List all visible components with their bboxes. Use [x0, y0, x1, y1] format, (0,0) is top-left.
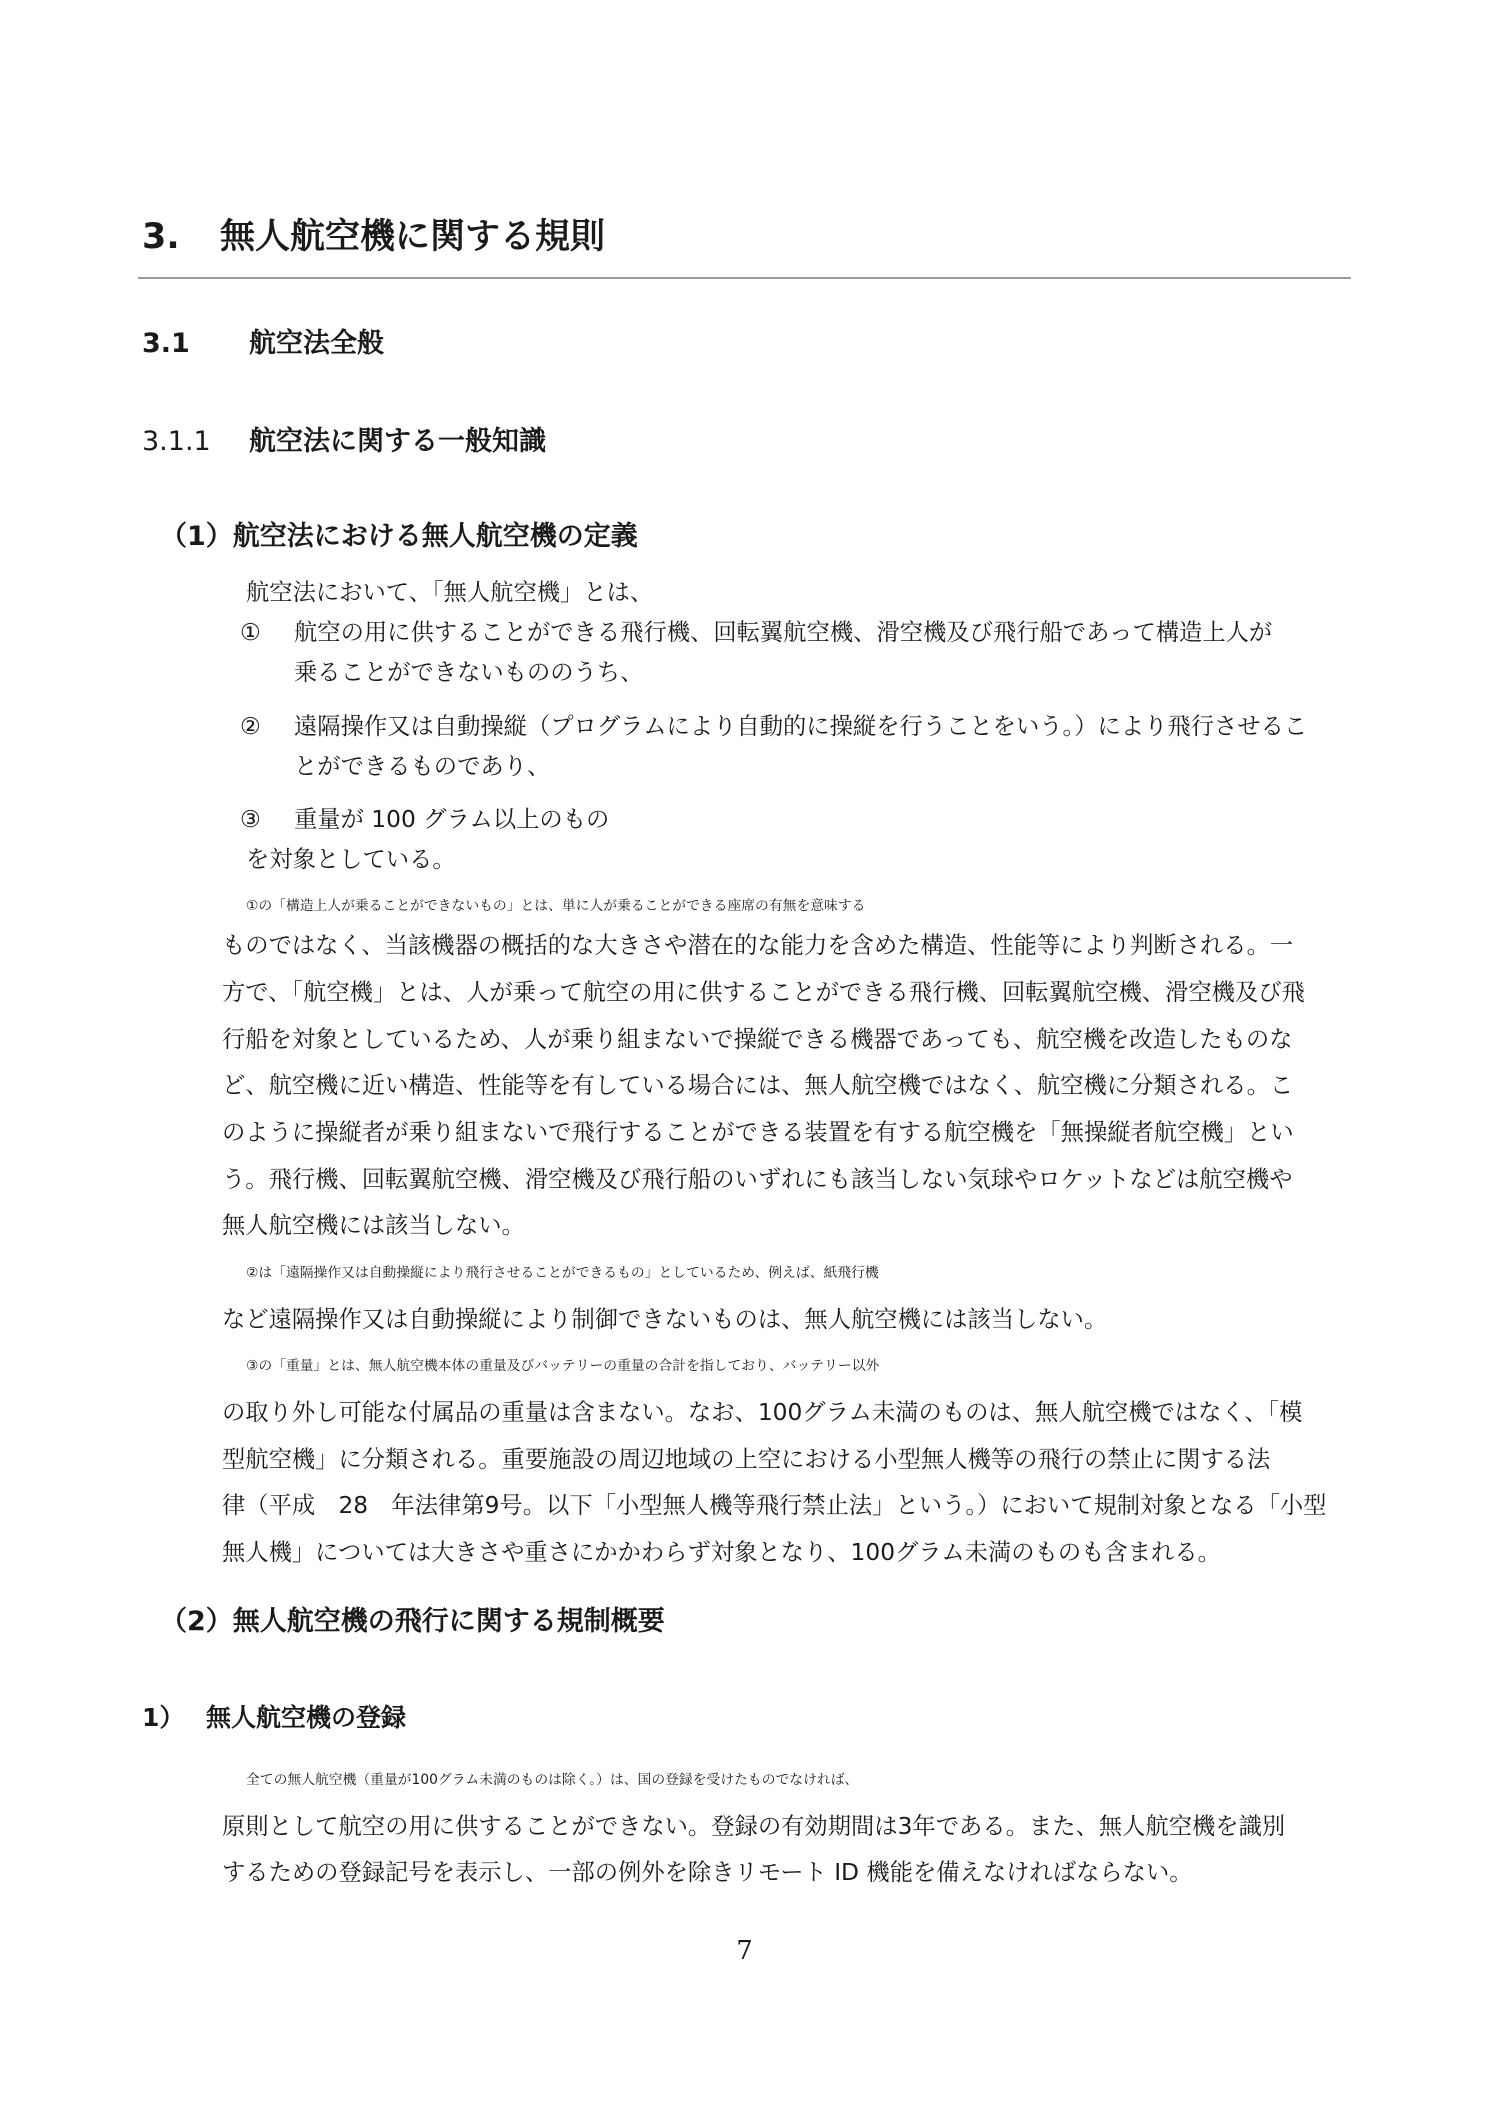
- para-2-line-1: ②は「遠隔操作又は自動操縦により飛行させることができるもの」としているため、例えば、紙飛行機: [246, 1265, 879, 1281]
- registration-line-2: 原則として航空の用に供することができない。登録の有効期間は3年である。また、無人航空機を識別: [222, 1813, 1286, 1840]
- list-marker-1: ①: [240, 619, 261, 646]
- para-2-line-2: など遠隔操作又は自動操縦により制御できないものは、無人航空機には該当しない。: [222, 1306, 1108, 1333]
- registration-line-1: 全ての無人航空機（重量が100グラム未満のものは除く。）は、国の登録を受けたものでなければ、: [246, 1772, 859, 1788]
- section-number: 3.1: [142, 328, 190, 359]
- para-1-line-4: 行船を対象としているため、人が乗り組まないで操縦できる機器であっても、航空機を改造したものな: [222, 1026, 1293, 1053]
- para-3-line-3: 型航空機」に分類される。重要施設の周辺地域の上空における小型無人機等の飛行の禁止に関する法: [222, 1446, 1271, 1473]
- section-heading: [142, 322, 384, 366]
- para-1-line-5: ど、航空機に近い構造、性能等を有している場合には、無人航空機ではなく、航空機に分類される。こ: [222, 1072, 1294, 1099]
- registration-number: 1）: [142, 1703, 185, 1732]
- subsection-heading: [142, 420, 546, 464]
- page-number: 7: [736, 1936, 753, 1966]
- section-title: 航空法全般: [249, 328, 384, 359]
- subsection-number: 3.1.1: [142, 426, 211, 457]
- chapter-heading: [142, 212, 1352, 262]
- list-item-1-line-1: 航空の用に供することができる飛行機、回転翼航空機、滑空機及び飛行船であって構造上人が: [294, 619, 1273, 646]
- para-1-line-1: ①の「構造上人が乗ることができないもの」とは、単に人が乗ることができる座席の有無を意味する: [246, 898, 866, 914]
- para-3-line-2: の取り外し可能な付属品の重量は含まない。なお、100グラム未満のものは、無人航空機ではなく、「模: [222, 1399, 1303, 1426]
- para-1-line-8: 無人航空機には該当しない。: [222, 1212, 525, 1239]
- definition-heading: （1）航空法における無人航空機の定義: [160, 521, 638, 552]
- chapter-title: 無人航空機に関する規則: [220, 217, 606, 257]
- regulation-heading: （2）無人航空機の飛行に関する規制概要: [160, 1606, 665, 1637]
- list-marker-2: ②: [240, 713, 261, 740]
- para-3-line-5: 無人機」については大きさや重さにかかわらず対象となり、100グラム未満のものも含まれる。: [222, 1539, 1221, 1566]
- para-1-line-7: う。飛行機、回転翼航空機、滑空機及び飛行船のいずれにも該当しない気球やロケットなどは航空機や: [222, 1166, 1293, 1193]
- chapter-number: 3.: [142, 217, 180, 257]
- para-1-line-2: ものではなく、当該機器の概括的な大きさや潜在的な能力を含めた構造、性能等により判断される。一: [222, 932, 1294, 959]
- registration-line-3: するための登録記号を表示し、一部の例外を除きリモート ID 機能を備えなければならない。: [222, 1859, 1193, 1886]
- list-item-1-line-2: 乗ることができないもののうち、: [294, 659, 644, 686]
- para-1-line-6: のように操縦者が乗り組まないで飛行することができる装置を有する航空機を「無操縦者航空機」とい: [222, 1119, 1294, 1146]
- registration-heading: [142, 1698, 406, 1738]
- definition-outro: を対象としている。: [246, 846, 456, 873]
- list-marker-3: ③: [240, 806, 261, 833]
- list-item-2-line-1: 遠隔操作又は自動操縦（プログラムにより自動的に操縦を行うことをいう。）により飛行させるこ: [294, 713, 1308, 740]
- chapter-divider: [138, 277, 1351, 279]
- list-item-3-line-1: 重量が 100 グラム以上のもの: [294, 806, 610, 833]
- subsection-title: 航空法に関する一般知識: [249, 426, 546, 457]
- list-item-2-line-2: とができるものであり、: [294, 753, 551, 780]
- para-3-line-1: ③の「重量」とは、無人航空機本体の重量及びバッテリーの重量の合計を指しており、バッテリー以外: [246, 1358, 880, 1374]
- para-1-line-3: 方で、「航空機」とは、人が乗って航空の用に供することができる飛行機、回転翼航空機、滑空機及び飛: [222, 979, 1305, 1006]
- para-3-line-4: 律（平成 28 年法律第9号。以下「小型無人機等飛行禁止法」という。）において規制対象となる「小型: [222, 1492, 1327, 1519]
- definition-intro: 航空法において、「無人航空機」とは、: [246, 579, 654, 606]
- registration-title: 無人航空機の登録: [206, 1703, 407, 1732]
